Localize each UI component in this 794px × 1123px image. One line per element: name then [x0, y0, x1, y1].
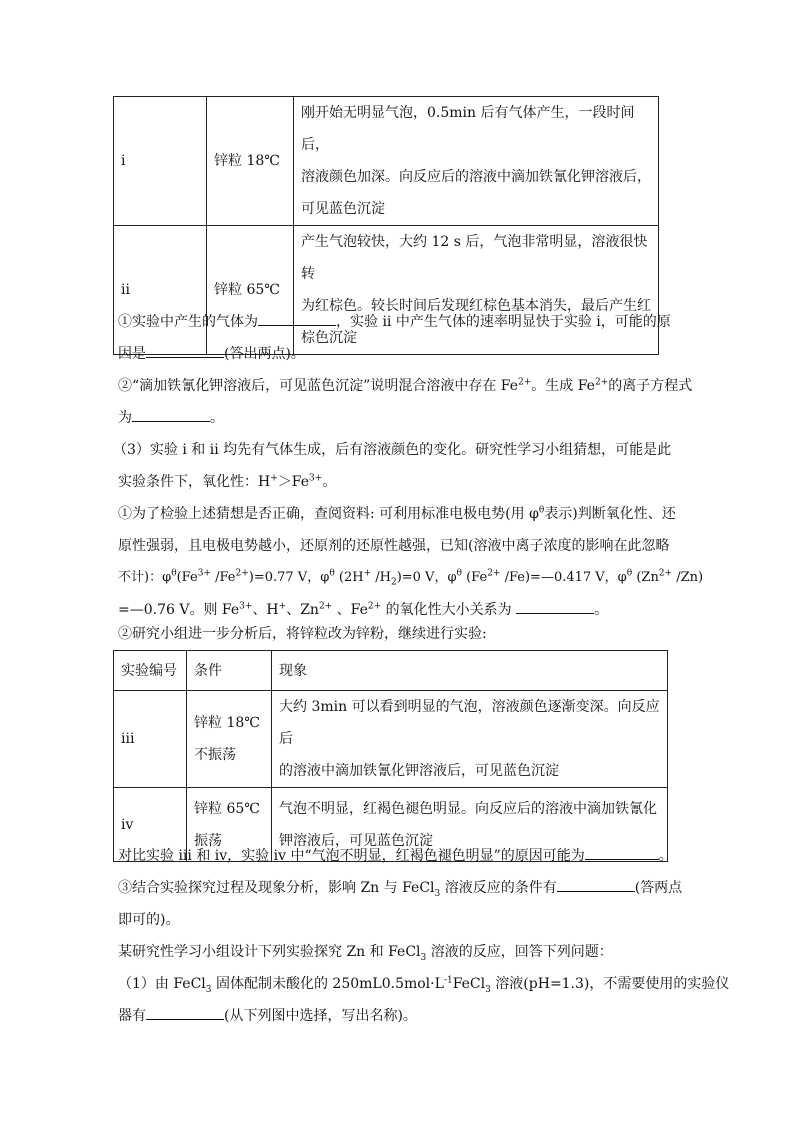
- obs-line: 溶液颜色加深。向反应后的溶液中滴加铁氰化钾溶液后，: [301, 169, 651, 185]
- q2-line-3: ②“滴加铁氰化钾溶液后，可见蓝色沉淀”说明混合溶液中存在 $Fe^{2+}$。生成 $Fe^{2+}$的离子方程式: [118, 377, 693, 394]
- column-header: 实验编号: [114, 651, 187, 691]
- table-header-row: [114, 651, 668, 691]
- exp-id: iii: [114, 691, 187, 788]
- exp-id: iv: [114, 788, 187, 862]
- q3-line-2: 实验条件下，氧化性：$H^+>Fe^{3+}$。: [118, 473, 337, 490]
- obs-line: 棕色沉淀: [301, 330, 357, 346]
- q3-line-6: =—0.76 V。则 $Fe^{3+}$、H+、$Zn^{2+}$ 、$Fe^{2+}$ 的氧化性大小关系为 。: [118, 594, 678, 626]
- exp-condition: [187, 691, 272, 788]
- cond-line: 锌粒 18℃: [194, 715, 260, 731]
- after-line-6: 器有 (从下列图中选择，写出名称)。: [118, 1000, 678, 1032]
- after-line-5: （1）由 FeCl$_3$ 固体配制未酸化的 $250mL0.5mol\cdot L^{-1}FeCl_3$ 溶液(pH=1.3)，不需要使用的实验仪: [118, 975, 730, 995]
- column-header: 现象: [272, 651, 668, 691]
- obs-line: 气泡不明显，红褐色褪色明显。向反应后的溶液中滴加铁氰化: [279, 800, 657, 817]
- exp-condition: 锌粒 18℃: [207, 97, 294, 226]
- answer-blank[interactable]: [146, 343, 224, 358]
- answer-blank[interactable]: [516, 599, 594, 614]
- q2-line-1: ①实验中产生的气体为 ，实验 ii 中产生气体的速率明显快于实验 i，可能的原: [118, 306, 678, 338]
- exp-condition: 锌粒 65℃: [207, 226, 294, 355]
- answer-blank[interactable]: [258, 311, 336, 326]
- after-line-3: 即可的)。: [118, 912, 180, 928]
- answer-blank[interactable]: [146, 1005, 224, 1020]
- exp-observation: [272, 691, 668, 788]
- obs-line: 可见蓝色沉淀: [301, 201, 385, 217]
- q3-line-5: 不计)：$\varphi^\theta(Fe^{3+}$ $/Fe^{2+})=0.77$ V，$\varphi^\theta$ (2H+ $/H_2)=0$ V，$\varphi^\theta$ ($Fe^{2+}$ /Fe)=—0.417 V，$\varphi^\theta$ ($Zn^{2+}$ /Zn): [118, 568, 704, 588]
- q2-line-4: 为 。: [118, 402, 678, 434]
- obs-line: 为红棕色。较长时间后发现红棕色基本消失，最后产生红: [301, 298, 651, 314]
- exp-observation: [294, 97, 659, 226]
- cond-line: 振荡: [194, 832, 222, 849]
- obs-line: 大约 3min 可以看到明显的气泡，溶液颜色逐渐变深。向反应后: [279, 699, 660, 747]
- obs-line: 刚开始无明显气泡，0.5min 后有气体产生，一段时间后，: [301, 105, 635, 153]
- answer-blank[interactable]: [585, 845, 659, 860]
- after-line-2: ③结合实验探究过程及现象分析，影响 Zn 与 FeCl$_3$ 溶液反应的条件有 (答两点: [118, 872, 678, 904]
- table-row: [114, 97, 659, 226]
- q3-line-1: （3）实验 i 和 ii 均先有气体生成，后有溶液颜色的变化。研究性学习小组猜想，可能是此: [113, 442, 672, 458]
- after-line-4: 某研究性学习小组设计下列实验探究 Zn 和 FeCl$_3$ 溶液的反应，回答下列问题：: [118, 944, 613, 963]
- exp-id: i: [114, 97, 207, 226]
- q3-line-4: 原性强弱，且电极电势越小，还原剂的还原性越强，已知(溶液中离子浓度的影响在此忽略: [118, 538, 670, 554]
- q3-line-3: ①为了检验上述猜想是否正确，查阅资料: 可利用标准电极电势(用 $\varphi^\theta$表示)判断氧化性、还: [118, 505, 676, 522]
- cond-line: 锌粒 65℃: [194, 800, 260, 817]
- after-line-1: 对比实验 iii 和 iv，实验 iv 中“气泡不明显，红褐色褪色明显”的原因可能为 。: [118, 840, 678, 872]
- obs-line: 钾溶液后，可见蓝色沉淀: [279, 832, 433, 849]
- exp-id: ii: [114, 226, 207, 355]
- cond-line: 不振荡: [194, 747, 236, 763]
- answer-blank[interactable]: [132, 407, 210, 422]
- column-header: 条件: [187, 651, 272, 691]
- answer-blank[interactable]: [557, 877, 635, 892]
- q3-line-7: ②研究小组进一步分析后，将锌粒改为锌粉，继续进行实验:: [118, 626, 487, 642]
- table-row: [114, 691, 668, 788]
- q2-line-2: 因是 (答出两点)。: [118, 338, 678, 370]
- obs-line: 的溶液中滴加铁氰化钾溶液后，可见蓝色沉淀: [279, 763, 559, 779]
- experiment-table-2: [113, 650, 668, 862]
- obs-line: 产生气泡较快，大约 12 s 后，气泡非常明显，溶液很快转: [301, 234, 648, 282]
